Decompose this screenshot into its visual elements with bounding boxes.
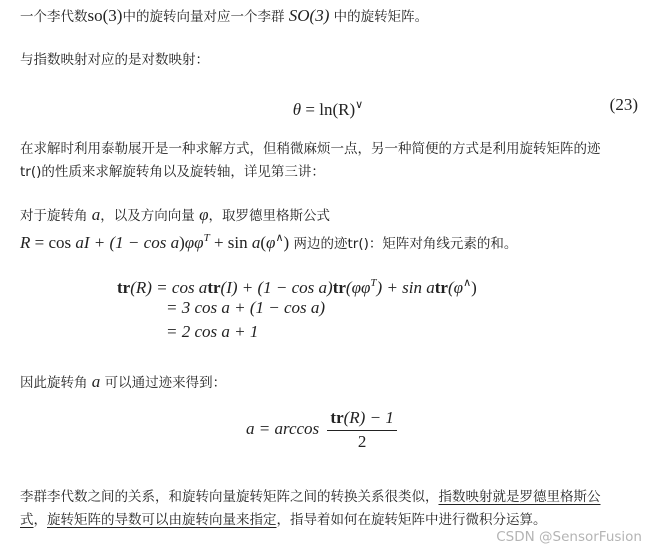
fraction: $\frac{tr(R) - 1}{2}$ [327,408,396,452]
rodrigues-intro: 对于旋转角 a，以及方向向量 φ，取罗德里格斯公式 [20,205,330,224]
rodrigues-formula-line: R = cos aI + $(1 - \cos a)\varphi\varphi^T + \sin a(\varphi^\wedge)$ 两边的迹tr()：矩阵对角线元素的和。 [20,232,518,252]
arccos-equation: a = arccos $\frac{tr(R) - 1}{2}$ [246,408,397,452]
summary-line2: 式，旋转矩阵的导数可以由旋转向量来指定，指导着如何在旋转矩阵中进行微积分运算。 [20,512,547,528]
equation-23: θ = ln(R)∨ (23) [0,92,656,123]
trace-equation-row1: $tr(R) = \cos atr(I) + (1 - \cos a)tr(\varphi\varphi^T) + \sin atr(\varphi^\wedge)$ [117,277,477,297]
equation-number: (23) [609,95,638,114]
csdn-watermark: CSDN @SensorFusion [496,529,642,545]
trace-method-line2: tr()的性质来求解旋转角以及旋转轴，详见第三讲： [20,164,325,180]
summary-line1: 李群李代数之间的关系，和旋转向量旋转矩阵之间的转换关系很类似，指数映射就是罗德里格斯公 [20,489,601,505]
math-SO3: SO(3) [288,6,330,25]
trace-equation-row3: = 2 cos a + 1 [166,322,259,341]
math-so3: so(3) [87,6,123,25]
rodrigues-formula: R = cos aI + $(1 - \cos a)\varphi\varphi^T + \sin a(\varphi^\wedge)$ [20,232,290,252]
trace-equation-row2: = 3 cos a + (1 − cos a) [166,298,326,317]
intro-line: 一个李代数so(3)中的旋转向量对应一个李群 SO(3) 中的旋转矩阵。 [20,6,429,25]
trace-method-line1: 在求解时利用泰勒展开是一种求解方式，但稍微麻烦一点，另一种简便的方式是利用旋转矩阵的迹 [20,141,601,157]
angle-from-trace: 因此旋转角 a 可以通过迹来得到： [20,372,227,391]
log-map-intro: 与指数映射对应的是对数映射： [20,52,209,68]
